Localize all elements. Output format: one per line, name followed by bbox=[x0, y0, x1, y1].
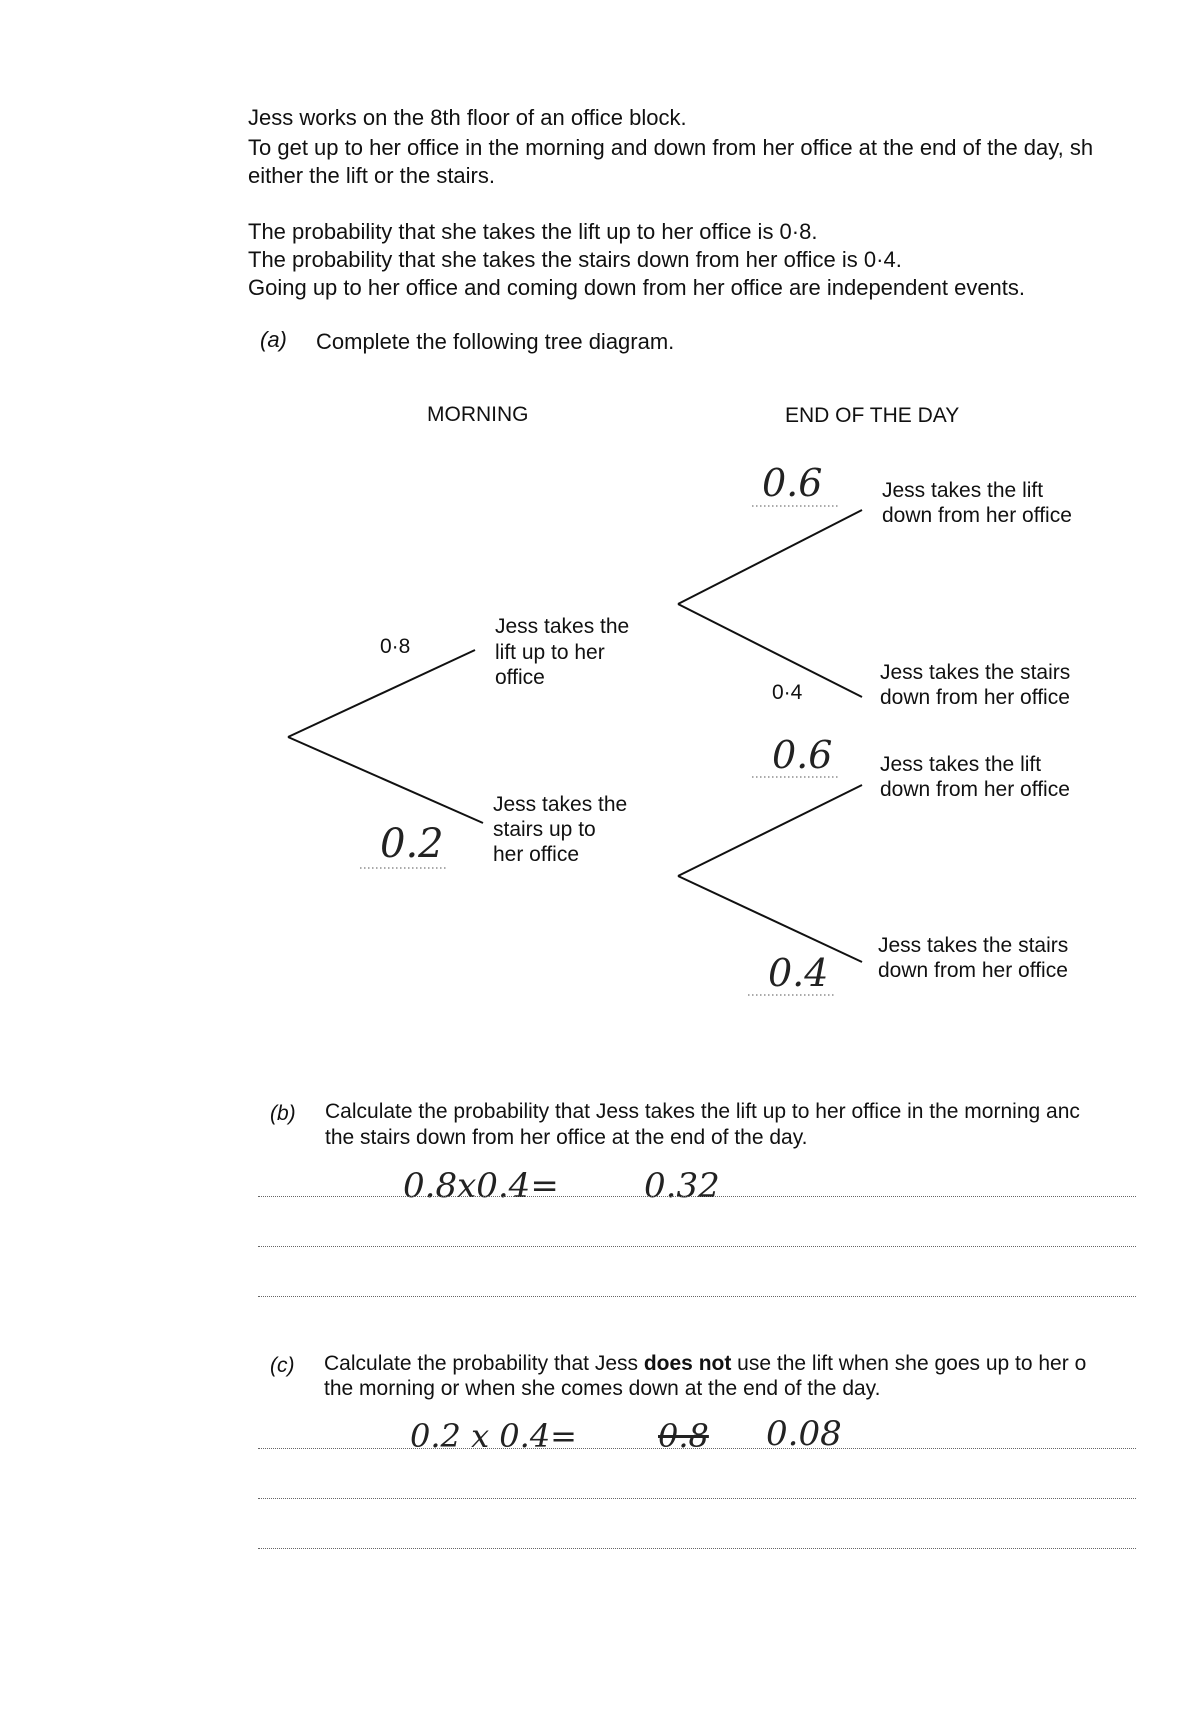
answer-line-c-3 bbox=[258, 1548, 1136, 1549]
branch-morning-lift bbox=[288, 650, 475, 737]
part-b-label: (b) bbox=[270, 1102, 296, 1125]
part-b-answer-result: 0.32 bbox=[644, 1166, 720, 1206]
intro-line-5: The probability that she takes the stairs down from her office is 0·4. bbox=[248, 247, 902, 272]
intro-line-1: Jess works on the 8th floor of an office block. bbox=[248, 105, 687, 130]
part-b-answer-work: 0.8x0.4= bbox=[403, 1166, 559, 1206]
label-stairs-then-lift-1: Jess takes the lift bbox=[880, 753, 1042, 776]
part-c-label: (c) bbox=[270, 1354, 295, 1377]
part-c-answer-crossed-out: 0.8 bbox=[658, 1417, 709, 1455]
branch-morning-stairs bbox=[288, 737, 483, 823]
answer-line-b-3 bbox=[258, 1296, 1136, 1297]
label-lift-then-lift-2: down from her office bbox=[882, 504, 1072, 527]
label-morning-stairs-2: stairs up to bbox=[493, 818, 596, 841]
part-c-question-line-2: the morning or when she comes down at the end of the day. bbox=[324, 1377, 881, 1400]
prob-morning-stairs-handwritten: 0.2 bbox=[380, 821, 444, 867]
part-b-question-line-2: the stairs down from her office at the end of the day. bbox=[325, 1126, 808, 1149]
branch-stairs-then-lift bbox=[678, 785, 862, 876]
label-lift-then-stairs-2: down from her office bbox=[880, 686, 1070, 709]
prob-morning-lift: 0·8 bbox=[380, 635, 411, 658]
part-c-text-post: use the lift when she goes up to her o bbox=[731, 1352, 1087, 1375]
part-b-question-line-1: Calculate the probability that Jess takes the lift up to her office in the morning anc bbox=[325, 1100, 1080, 1123]
intro-line-4: The probability that she takes the lift up to her office is 0·8. bbox=[248, 219, 818, 244]
part-a-question: Complete the following tree diagram. bbox=[316, 329, 675, 354]
part-c-text-bold: does not bbox=[643, 1352, 732, 1375]
label-stairs-then-stairs-2: down from her office bbox=[878, 959, 1068, 982]
answer-line-b-2 bbox=[258, 1246, 1136, 1247]
label-lift-then-stairs-1: Jess takes the stairs bbox=[880, 661, 1071, 684]
part-a-label: (a) bbox=[260, 327, 287, 352]
part-c-question-line-1 bbox=[324, 1350, 1086, 1377]
morning-heading: MORNING bbox=[427, 403, 529, 426]
prob-stairs-then-stairs-handwritten: 0.4 bbox=[768, 951, 829, 995]
label-morning-stairs-1: Jess takes the bbox=[493, 793, 628, 816]
intro-line-3: either the lift or the stairs. bbox=[248, 163, 495, 188]
label-morning-lift-3: office bbox=[495, 666, 545, 689]
label-morning-lift-2: lift up to her bbox=[495, 641, 605, 664]
part-c-answer-work: 0.2 x 0.4= bbox=[410, 1417, 577, 1455]
branch-lift-then-lift bbox=[678, 510, 862, 604]
branch-lift-then-stairs bbox=[678, 604, 862, 697]
prob-stairs-then-lift-handwritten: 0.6 bbox=[772, 733, 833, 777]
label-morning-lift-1: Jess takes the bbox=[495, 615, 630, 638]
end-of-day-heading: END OF THE DAY bbox=[785, 404, 960, 427]
answer-line-b-1 bbox=[258, 1196, 1136, 1197]
part-c-text-pre: Calculate the probability that Jess bbox=[324, 1352, 644, 1375]
intro-line-2: To get up to her office in the morning and down from her office at the end of the day, sh bbox=[248, 135, 1094, 160]
label-stairs-then-lift-2: down from her office bbox=[880, 778, 1070, 801]
branch-stairs-then-stairs bbox=[678, 876, 862, 962]
intro-line-6: Going up to her office and coming down from her office are independent events. bbox=[248, 275, 1026, 300]
answer-line-c-2 bbox=[258, 1498, 1136, 1499]
part-c-answer-result: 0.08 bbox=[766, 1414, 842, 1454]
label-stairs-then-stairs-1: Jess takes the stairs bbox=[878, 934, 1069, 957]
label-morning-stairs-3: her office bbox=[493, 843, 579, 866]
prob-lift-then-stairs: 0·4 bbox=[772, 681, 803, 704]
label-lift-then-lift-1: Jess takes the lift bbox=[882, 479, 1044, 502]
prob-lift-then-lift-handwritten: 0.6 bbox=[762, 461, 823, 505]
answer-line-c-1 bbox=[258, 1448, 1136, 1449]
